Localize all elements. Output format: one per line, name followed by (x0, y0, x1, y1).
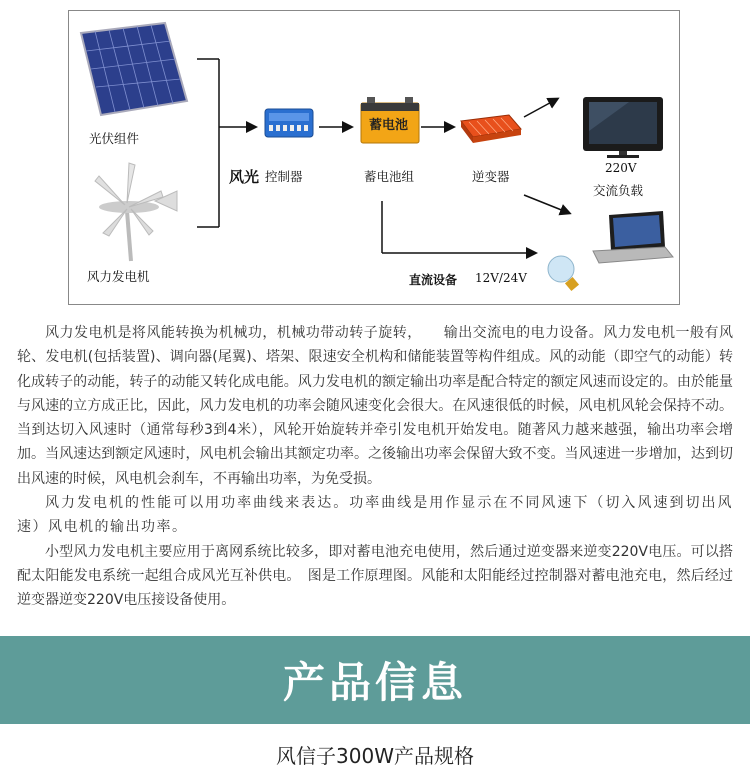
controller-icon (265, 109, 313, 137)
dc-voltage: 12V/24V (475, 271, 527, 285)
controller-label: 控制器 (265, 169, 303, 184)
wind-turbine-label: 风力发电机 (87, 269, 150, 284)
banner-title: 产品信息 (282, 658, 467, 707)
article-paragraph: 风力发电机的性能可以用功率曲线来表达。功率曲线是用作显示在不同风速下（切入风速到切出风速）风电机的输出功率。 (17, 495, 733, 536)
inverter-label: 逆变器 (472, 169, 510, 184)
product-spec-title: 风信子300W产品规格 (276, 744, 474, 768)
ac-load-label: 交流负载 (593, 183, 644, 198)
diagram-graphics (69, 11, 681, 306)
article-paragraph: 小型风力发电机主要应用于离网系统比较多，即对蓄电池充电使用，然后通过逆变器来逆变220V电压。可以搭配太阳能发电系统一起组合成风光互补供电。 图是工作原理图。风能和太阳能经过控制器对蓄电池充电，然后经过逆变器逆变220V电压接设备使用。 (17, 543, 733, 609)
tv-voltage: 220V (605, 161, 637, 175)
article-paragraph: 风力发电机是将风能转换为机械功，机械功带动转子旋转， 输出交流电的电力设备。风力发电机一般有风轮、发电机(包括装置)、调向器(尾翼)、塔架、限速安全机构和储能装置等构件组成。风的动能（即空气的动能）转化成转子的动能，转子的动能又转化成电能。风力发电机的额定输出功率是配合特定的额定风速而设定的。由於能量与风速的立方成正比，因此，风力发电机的功率会随风速变化会很大。在风速很低的时候，风电机风轮会保持不动。当到达切入风速时（通常每秒3到4米），风轮开始旋转并牵引发电机开始发电。随著风力越来越强，输出功率会增加。当风速达到额定风速时，风电机会输出其额定功率。之後输出功率会保留大致不变。当风速进一步增加，达到切出风速的时候，风电机会刹车，不再输出功率，为免受损。 (17, 325, 733, 487)
light-bulb-icon (548, 256, 579, 291)
battery-icon-text: 蓄电池 (369, 118, 409, 133)
product-info-banner (0, 636, 750, 724)
tv-icon (583, 97, 663, 158)
controller-prefix: 风光 (229, 168, 260, 186)
battery-label: 蓄电池组 (364, 169, 415, 184)
working-principle-diagram (68, 10, 680, 305)
pv-label: 光伏组件 (89, 131, 140, 146)
article-text (17, 321, 733, 613)
wind-turbine-icon (95, 163, 177, 261)
inverter-icon (461, 115, 521, 143)
dc-device-label: 直流设备 (409, 273, 458, 287)
laptop-icon (593, 211, 673, 263)
solar-panel-icon (81, 23, 187, 115)
